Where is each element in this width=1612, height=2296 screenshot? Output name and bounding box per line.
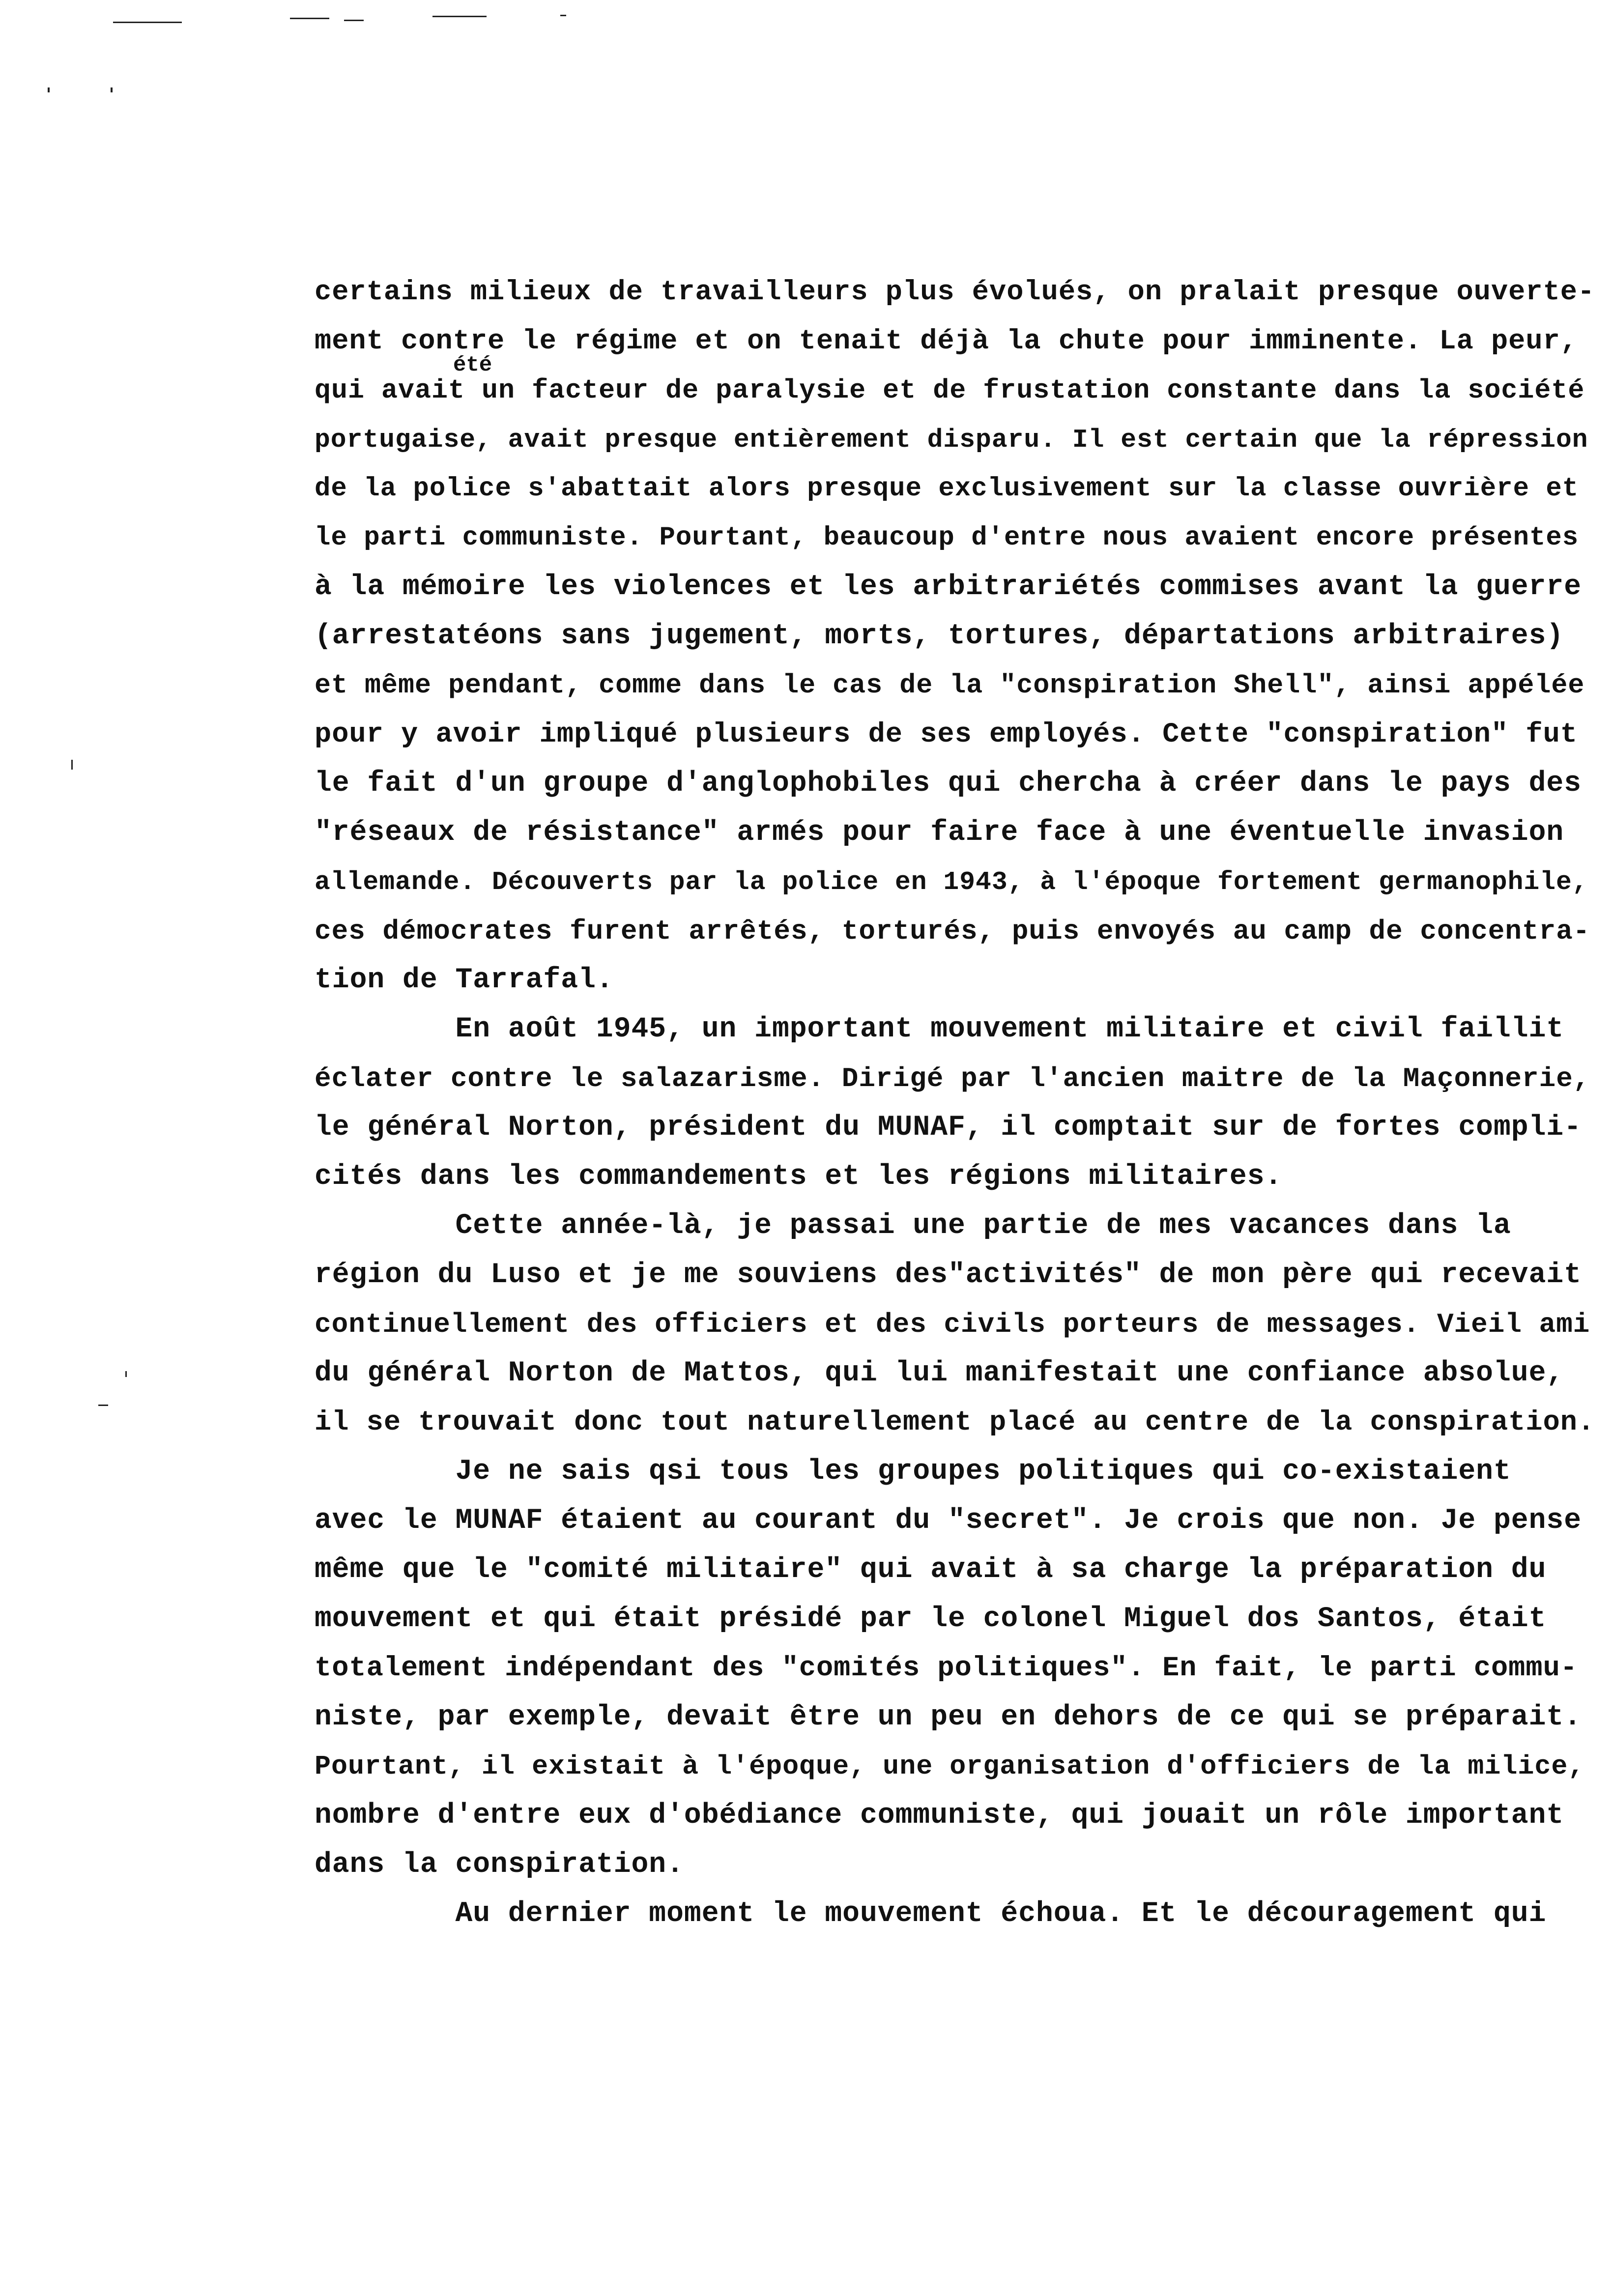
- text-line: même que le "comité militaire" qui avait à sa charge la préparation du: [315, 1554, 1547, 1586]
- text-line: ces démocrates furent arrêtés, torturés, puis envoyés au camp de concentra-: [315, 916, 1590, 947]
- text-line: le parti communiste. Pourtant, beaucoup d'entre nous avaient encore présentes: [315, 523, 1579, 553]
- scan-mark: [125, 1371, 127, 1377]
- scan-mark: [344, 20, 364, 21]
- text-line: tion de Tarrafal.: [315, 964, 614, 996]
- scan-mark: [290, 18, 329, 19]
- text-line: cités dans les commandements et les régions militaires.: [315, 1161, 1283, 1193]
- handwritten-insertion: été: [453, 353, 492, 377]
- text-line: portugaise, avait presque entièrement disparu. Il est certain que la répression: [315, 425, 1588, 455]
- text-line: pour y avoir impliqué plusieurs de ses employés. Cette "conspiration" fut: [315, 719, 1578, 750]
- text-line: le fait d'un groupe d'anglophobiles qui chercha à créer dans le pays des: [315, 768, 1582, 800]
- text-line: le général Norton, président du MUNAF, il comptait sur de fortes compli-: [315, 1112, 1582, 1144]
- text-line: mouvement et qui était présidé par le colonel Miguel dos Santos, était: [315, 1603, 1547, 1635]
- text-line: nombre d'entre eux d'obédiance communiste, qui jouait un rôle important: [315, 1800, 1564, 1832]
- text-line: Cette année-là, je passai une partie de mes vacances dans la: [315, 1210, 1511, 1242]
- text-line: de la police s'abattait alors presque exclusivement sur la classe ouvrière et: [315, 474, 1579, 504]
- text-line: niste, par exemple, devait être un peu en dehors de ce qui se préparait.: [315, 1701, 1582, 1733]
- text-line: éclater contre le salazarisme. Dirigé par l'ancien maitre de la Maçonnerie,: [315, 1063, 1590, 1094]
- text-line: du général Norton de Mattos, qui lui manifestait une confiance absolue,: [315, 1357, 1564, 1389]
- scan-mark: [113, 22, 182, 23]
- text-line: Je ne sais qsi tous les groupes politiques qui co-existaient: [315, 1456, 1511, 1488]
- scan-mark: [71, 760, 73, 770]
- text-line: qui avait un facteur de paralysie et de frustation constante dans la société: [315, 375, 1585, 406]
- scan-mark: [48, 87, 50, 92]
- scan-mark: [432, 16, 487, 17]
- scan-mark: [560, 15, 566, 16]
- scan-mark: [98, 1405, 108, 1406]
- text-line: et même pendant, comme dans le cas de la "conspiration Shell", ainsi appélée: [315, 670, 1585, 701]
- text-line: il se trouvait donc tout naturellement placé au centre de la conspiration.: [315, 1407, 1595, 1438]
- scan-mark: [111, 87, 113, 92]
- text-line: allemande. Découverts par la police en 1943, à l'époque fortement germanophile,: [315, 867, 1588, 897]
- text-line: Au dernier moment le mouvement échoua. Et le découragement qui: [315, 1898, 1547, 1930]
- text-line: région du Luso et je me souviens des"activités" de mon père qui recevait: [315, 1259, 1582, 1291]
- text-line: à la mémoire les violences et les arbitrariétés commises avant la guerre: [315, 571, 1582, 603]
- text-line: continuellement des officiers et des civils porteurs de messages. Vieil ami: [315, 1309, 1590, 1340]
- text-line: avec le MUNAF étaient au courant du "secret". Je crois que non. Je pense: [315, 1505, 1582, 1537]
- text-line: dans la conspiration.: [315, 1849, 684, 1881]
- text-line: (arrestatéons sans jugement, morts, tortures, départations arbitraires): [315, 620, 1564, 652]
- text-line: certains milieux de travailleurs plus évolués, on pralait presque ouverte-: [315, 277, 1595, 308]
- text-line: "réseaux de résistance" armés pour faire face à une éventuelle invasion: [315, 817, 1564, 849]
- text-line: En août 1945, un important mouvement militaire et civil faillit: [315, 1013, 1564, 1045]
- text-line: Pourtant, il existait à l'époque, une organisation d'officiers de la milice,: [315, 1751, 1585, 1782]
- text-line: totalement indépendant des "comités politiques". En fait, le parti commu-: [315, 1653, 1578, 1684]
- text-line: ment contre le régime et on tenait déjà la chute pour imminente. La peur,: [315, 326, 1578, 357]
